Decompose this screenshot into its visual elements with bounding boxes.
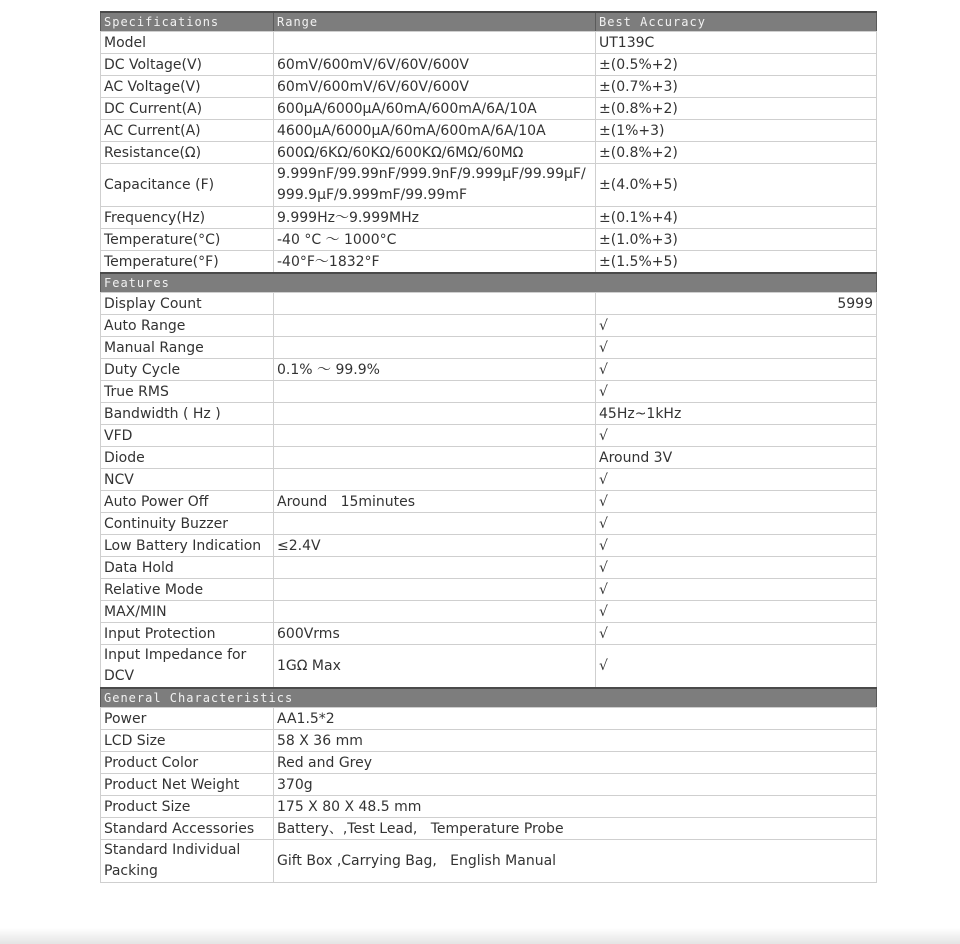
row-range [274, 513, 596, 535]
row-label: Temperature(°C) [101, 229, 274, 251]
row-accuracy: ±(0.5%+2) [596, 54, 877, 76]
row-value: AA1.5*2 [274, 708, 877, 730]
table-row [101, 491, 877, 513]
table-row [101, 207, 877, 229]
row-value: Around 3V [596, 447, 877, 469]
row-accuracy: ±(0.7%+3) [596, 76, 877, 98]
row-range: 600Vrms [274, 623, 596, 645]
features-header-row [101, 273, 877, 293]
table-row [101, 447, 877, 469]
section-title: Features [101, 273, 877, 293]
table-row [101, 425, 877, 447]
row-range [274, 337, 596, 359]
row-label: Duty Cycle [101, 359, 274, 381]
row-accuracy: ±(1.5%+5) [596, 251, 877, 274]
row-value: 175 X 80 X 48.5 mm [274, 796, 877, 818]
general-header-row [101, 688, 877, 708]
table-row [101, 32, 877, 54]
table-row [101, 251, 877, 274]
row-range: 600μA/6000μA/60mA/600mA/6A/10A [274, 98, 596, 120]
spec-header-row [101, 12, 877, 32]
row-label: Auto Range [101, 315, 274, 337]
table-row [101, 164, 877, 207]
table-row [101, 623, 877, 645]
table-row [101, 469, 877, 491]
table-row [101, 752, 877, 774]
header-cell: Best Accuracy [596, 12, 877, 32]
bottom-fade [0, 928, 960, 944]
row-label: AC Voltage(V) [101, 76, 274, 98]
row-label: Data Hold [101, 557, 274, 579]
row-value: √ [596, 645, 877, 689]
row-range [274, 447, 596, 469]
row-accuracy: ±(1.0%+3) [596, 229, 877, 251]
row-value: 45Hz~1kHz [596, 403, 877, 425]
row-value: √ [596, 579, 877, 601]
table-row [101, 381, 877, 403]
row-value: √ [596, 623, 877, 645]
row-label: Temperature(°F) [101, 251, 274, 274]
row-range: 9.999Hz～9.999MHz [274, 207, 596, 229]
table-row [101, 557, 877, 579]
row-range: -40°F～1832°F [274, 251, 596, 274]
row-accuracy: ±(1%+3) [596, 120, 877, 142]
table-row [101, 120, 877, 142]
row-label: Relative Mode [101, 579, 274, 601]
table-row [101, 293, 877, 315]
row-value: √ [596, 315, 877, 337]
row-range [274, 293, 596, 315]
row-range: 1GΩ Max [274, 645, 596, 689]
table-row [101, 98, 877, 120]
table-row [101, 708, 877, 730]
row-label: Frequency(Hz) [101, 207, 274, 229]
row-range [274, 601, 596, 623]
row-range: 9.999nF/99.99nF/999.9nF/9.999μF/99.99μF/999.9μF/9.999mF/99.99mF [274, 164, 596, 207]
row-label: Manual Range [101, 337, 274, 359]
row-range [274, 381, 596, 403]
table-row [101, 337, 877, 359]
table-row [101, 229, 877, 251]
spec-table [100, 11, 877, 883]
row-value: √ [596, 535, 877, 557]
table-row [101, 601, 877, 623]
row-accuracy: ±(0.1%+4) [596, 207, 877, 229]
row-value: √ [596, 601, 877, 623]
table-row [101, 315, 877, 337]
header-cell: Specifications [101, 12, 274, 32]
row-value: √ [596, 513, 877, 535]
table-row [101, 535, 877, 557]
table-row [101, 840, 877, 883]
row-label: MAX/MIN [101, 601, 274, 623]
row-label: Input Protection [101, 623, 274, 645]
row-range: 4600μA/6000μA/60mA/600mA/6A/10A [274, 120, 596, 142]
row-label: AC Current(A) [101, 120, 274, 142]
row-range: -40 °C ～ 1000°C [274, 229, 596, 251]
row-range [274, 557, 596, 579]
row-label: DC Voltage(V) [101, 54, 274, 76]
row-label: Input Impedance for DCV [101, 645, 274, 689]
row-value: 58 X 36 mm [274, 730, 877, 752]
table-row [101, 142, 877, 164]
table-row [101, 76, 877, 98]
row-range: 60mV/600mV/6V/60V/600V [274, 54, 596, 76]
row-label: Bandwidth ( Hz ) [101, 403, 274, 425]
row-range [274, 32, 596, 54]
table-row [101, 359, 877, 381]
row-value: √ [596, 337, 877, 359]
row-value: √ [596, 557, 877, 579]
header-cell: Range [274, 12, 596, 32]
row-value: 370g [274, 774, 877, 796]
table-row [101, 818, 877, 840]
row-range [274, 425, 596, 447]
row-label: True RMS [101, 381, 274, 403]
row-label: Display Count [101, 293, 274, 315]
row-label: LCD Size [101, 730, 274, 752]
table-row [101, 774, 877, 796]
table-row [101, 403, 877, 425]
row-value: √ [596, 381, 877, 403]
row-value: Gift Box ,Carrying Bag, English Manual [274, 840, 877, 883]
row-accuracy: ±(4.0%+5) [596, 164, 877, 207]
row-value: √ [596, 469, 877, 491]
row-value: Red and Grey [274, 752, 877, 774]
row-label: Standard Individual Packing [101, 840, 274, 883]
row-label: Power [101, 708, 274, 730]
row-label: VFD [101, 425, 274, 447]
row-label: Capacitance (F) [101, 164, 274, 207]
section-title: General Characteristics [101, 688, 877, 708]
row-range [274, 315, 596, 337]
row-label: Product Color [101, 752, 274, 774]
row-range: 60mV/600mV/6V/60V/600V [274, 76, 596, 98]
row-value: √ [596, 425, 877, 447]
row-label: Low Battery Indication [101, 535, 274, 557]
row-range: 0.1% ～ 99.9% [274, 359, 596, 381]
table-row [101, 54, 877, 76]
row-value: √ [596, 359, 877, 381]
row-accuracy: ±(0.8%+2) [596, 142, 877, 164]
row-value: Battery、,Test Lead, Temperature Probe [274, 818, 877, 840]
row-value: √ [596, 491, 877, 513]
row-label: Model [101, 32, 274, 54]
row-accuracy: ±(0.8%+2) [596, 98, 877, 120]
row-accuracy: UT139C [596, 32, 877, 54]
row-label: Product Net Weight [101, 774, 274, 796]
row-label: NCV [101, 469, 274, 491]
row-label: Resistance(Ω) [101, 142, 274, 164]
table-row [101, 645, 877, 689]
table-row [101, 730, 877, 752]
row-range: Around 15minutes [274, 491, 596, 513]
row-range: 600Ω/6KΩ/60KΩ/600KΩ/6MΩ/60MΩ [274, 142, 596, 164]
table-row [101, 579, 877, 601]
row-label: DC Current(A) [101, 98, 274, 120]
row-label: Continuity Buzzer [101, 513, 274, 535]
row-range [274, 579, 596, 601]
row-label: Standard Accessories [101, 818, 274, 840]
row-label: Product Size [101, 796, 274, 818]
row-range [274, 469, 596, 491]
table-row [101, 796, 877, 818]
row-value: 5999 [596, 293, 877, 315]
row-label: Auto Power Off [101, 491, 274, 513]
row-range: ≤2.4V [274, 535, 596, 557]
table-row [101, 513, 877, 535]
row-range [274, 403, 596, 425]
row-label: Diode [101, 447, 274, 469]
